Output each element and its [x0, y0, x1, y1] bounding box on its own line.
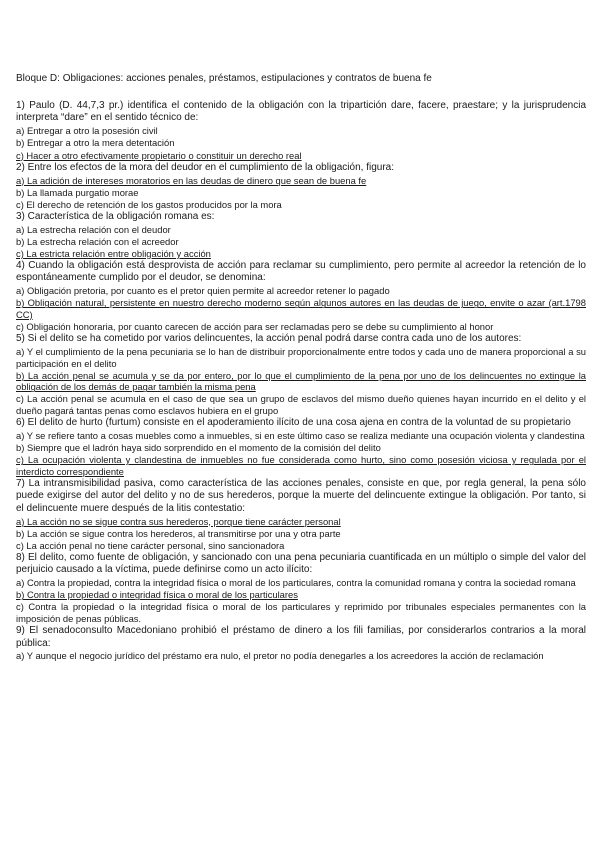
question-4-option-a: a) Obligación pretoria, por cuanto es el pretor quien permite al acreedor retener lo pagado [16, 285, 390, 297]
question-3: 3) Característica de la obligación romana es: [16, 210, 215, 222]
question-4-option-c: c) Obligación honoraria, por cuanto carecen de acción para ser reclamadas pero se debe su cumplimiento al honor [16, 321, 494, 333]
question-2-option-a-correct: a) La adición de intereses moratorios en las deudas de dinero que sean de buena fe [16, 174, 367, 186]
question-5-option-a: a) Y el cumplimiento de la pena pecuniaria se lo han de distribuir proporcionalmente entre todos y cada uno de manera proporcional a su participación en el delito [16, 346, 586, 369]
question-list [16, 100, 586, 663]
question-6-option-a: a) Y se refiere tanto a cosas muebles como a inmuebles, si en este último caso se realiza mediante una ocupación violenta y clandestina [16, 430, 585, 442]
question-1: 1) Paulo (D. 44,7,3 pr.) identifica el contenido de la obligación con la tripartición dare, facere, praestare; y la jurisprudencia interpreta “dare” en el sentido técnico de: [16, 100, 586, 124]
question-1-option-a: a) Entregar a otro la posesión civil [16, 125, 158, 137]
question-7: 7) La intransmisibilidad pasiva, como característica de las acciones penales, consiste en que, por regla general, la pena sólo puede exigirse del autor del delito y no de sus herederos, porque la muerte del delincuente extingue la obligación. Por tanto, si el delincuente muere después de la litis contestatio: [16, 477, 586, 514]
question-6-option-c-correct: c) La ocupación violenta y clandestina de inmuebles no fue considerada como hurto, sino como posesión viciosa y regulada por el interdicto correspondiente [16, 454, 586, 477]
question-2-option-b: b) La llamada purgatio morae [16, 186, 139, 198]
question-4-option-b-correct: b) Obligación natural, persistente en nuestro derecho moderno según algunos autores en las deudas de juego, envite o azar (art.1798 CC) [16, 297, 586, 320]
question-7-option-b: b) La acción se sigue contra los herederos, al transmitirse por una y otra parte [16, 527, 341, 539]
question-3-option-c-correct: c) La estricta relación entre obligación y acción [16, 247, 211, 259]
question-3-option-a: a) La estrecha relación con el deudor [16, 223, 171, 235]
question-8-option-c: c) Contra la propiedad o la integridad física o moral de los particulares y reprimido por tribunales especiales permanentes con la imposición de penas públicas. [16, 601, 586, 624]
question-1-option-c-correct: c) Hacer a otro efectivamente propietario o constituir un derecho real [16, 149, 302, 161]
question-6-option-b: b) Siempre que el ladrón haya sido sorprendido en el momento de la comisión del delito [16, 442, 381, 454]
question-2-option-c: c) El derecho de retención de los gastos producidos por la mora [16, 198, 282, 210]
question-8-option-b-correct: b) Contra la propiedad o integridad física o moral de los particulares [16, 589, 298, 601]
question-1-option-b: b) Entregar a otro la mera detentación [16, 137, 175, 149]
document-title: Bloque D: Obligaciones: acciones penales, préstamos, estipulaciones y contratos de buena fe [16, 73, 432, 84]
question-3-option-b: b) La estrecha relación con el acreedor [16, 235, 179, 247]
question-7-option-c: c) La acción penal no tiene carácter personal, sino sancionadora [16, 539, 285, 551]
question-5: 5) Si el delito se ha cometido por varios delincuentes, la acción penal podrá darse contra cada uno de los autores: [16, 333, 522, 345]
question-7-option-a-correct: a) La acción no se sigue contra sus herederos, porque tiene carácter personal [16, 515, 341, 527]
question-9: 9) El senadoconsulto Macedoniano prohibió el préstamo de dinero a los fili familias, por considerarlos contrarios a la moral pública: [16, 625, 586, 649]
question-9-option-a: a) Y aunque el negocio jurídico del préstamo era nulo, el pretor no podía denegarles a los acreedores la acción de reclamación [16, 650, 544, 662]
question-2: 2) Entre los efectos de la mora del deudor en el cumplimiento de la obligación, figura: [16, 161, 394, 173]
question-5-option-b-correct: b) La acción penal se acumula y se da por entero, por lo que el cumplimiento de la pena por uno de los delincuentes no extingue la obligación de los demás de pagar también la misma pena [16, 369, 586, 393]
question-6: 6) El delito de hurto (furtum) consiste en el apoderamiento ilícito de una cosa ajena en contra de la voluntad de su propietario [16, 417, 571, 429]
question-8: 8) El delito, como fuente de obligación, y sancionado con una pena pecuniaria cuantificada en un múltiplo o simple del valor del perjuicio causado a la víctima, puede definirse como un acto ilícito: [16, 551, 586, 576]
question-5-option-c: c) La acción penal se acumula en el caso de que sea un grupo de esclavos del mismo dueño quienes hayan incurrido en el delito y el dueño pagará tantas penas como esclavos hubiera en el grupo [16, 393, 586, 417]
question-8-option-a: a) Contra la propiedad, contra la integridad física o moral de los particulares, contra la comunidad romana y contra la sociedad romana [16, 577, 576, 589]
question-4: 4) Cuando la obligación está desprovista de acción para reclamar su cumplimiento, pero permite al acreedor la retención de lo espontáneamente cumplido por el deudor, se denomina: [16, 259, 586, 284]
